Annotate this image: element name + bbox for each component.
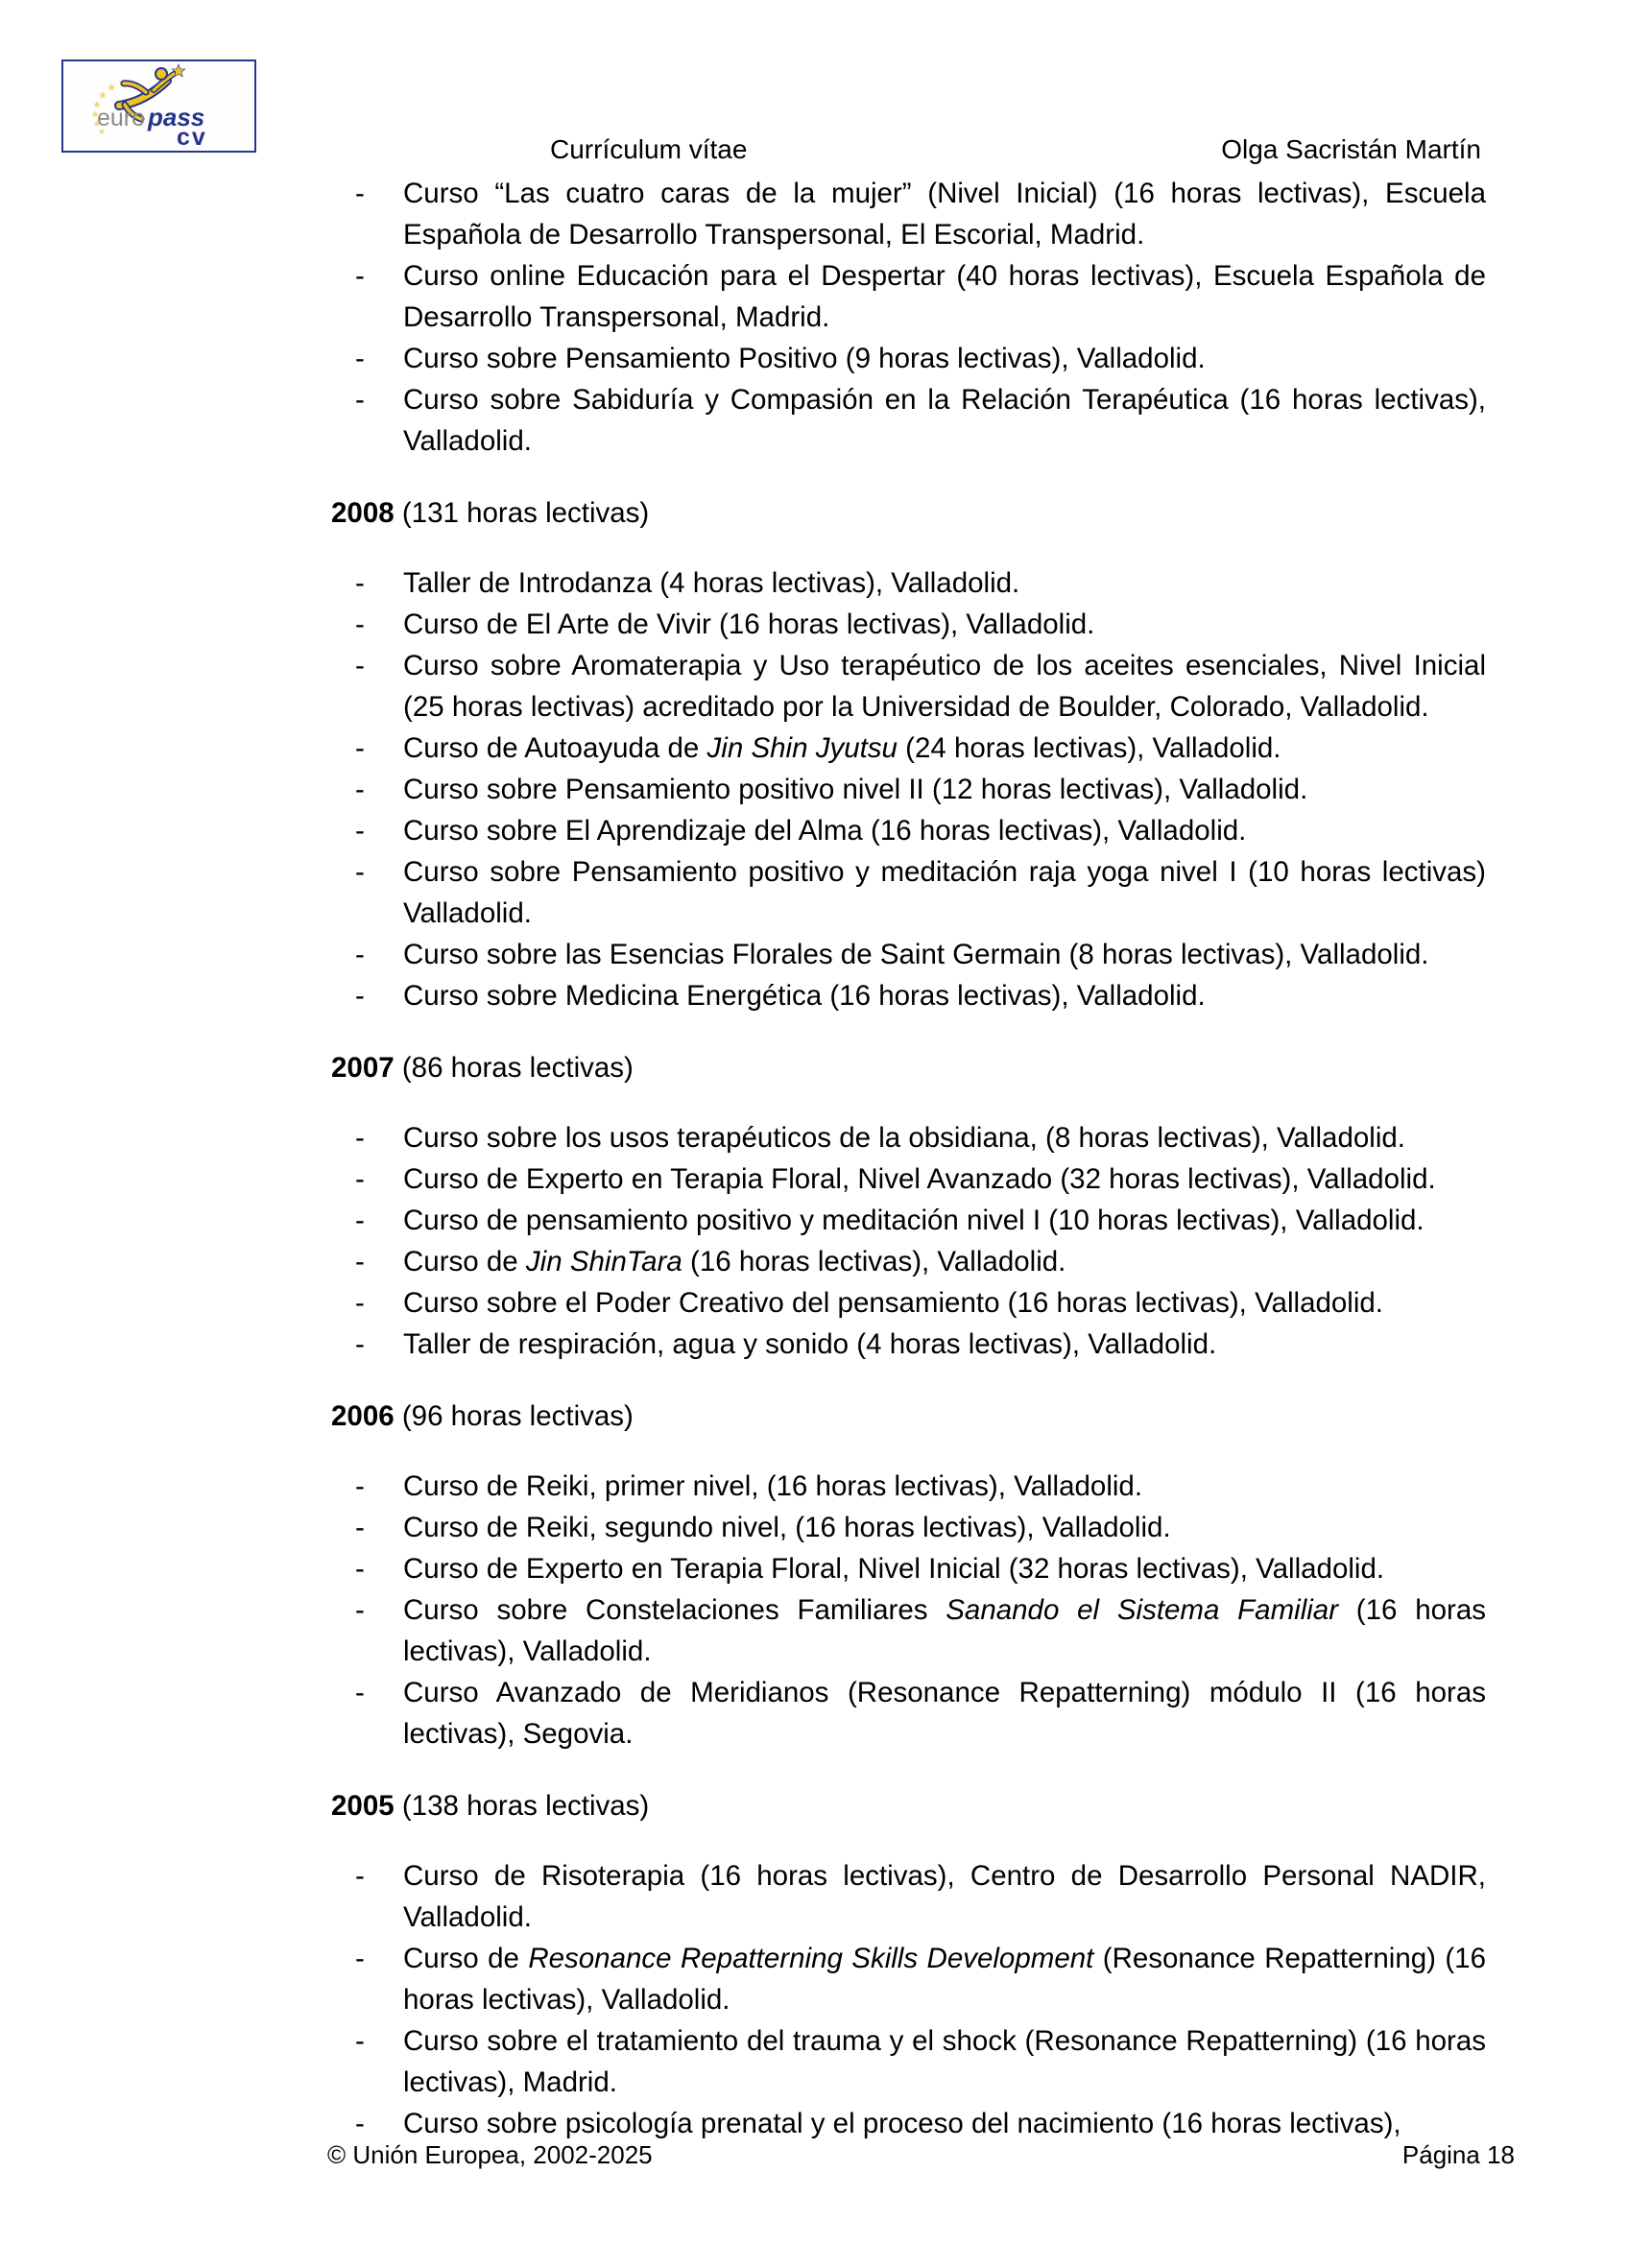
footer-copyright: © Unión Europea, 2002-2025: [327, 2140, 653, 2169]
year-hours: (138 horas lectivas): [394, 1790, 650, 1822]
course-item-text: [403, 1512, 1171, 1543]
course-item: [331, 645, 1486, 728]
course-item-run: Curso sobre El Aprendizaje del Alma (16 horas lectivas), Valladolid.: [403, 815, 1247, 847]
course-item-run: Curso de Reiki, segundo nivel, (16 horas lectivas), Valladolid.: [403, 1512, 1171, 1543]
logo-pass-text: pass: [148, 103, 205, 131]
course-item: [331, 1241, 1486, 1282]
footer: [327, 2140, 1515, 2169]
bullet-dash: -: [355, 939, 365, 970]
course-item-run: Curso sobre Sabiduría y Compasión en la Relación Terapéutica (16 horas lectivas), Valladolid.: [403, 384, 1486, 457]
author-name: Olga Sacristán Martín: [1221, 134, 1481, 164]
year-label: 2007: [331, 1052, 395, 1084]
course-item: [331, 1158, 1486, 1200]
year-label: 2008: [331, 497, 395, 529]
course-item-run: Curso sobre Pensamiento positivo y meditación raja yoga nivel I (10 horas lectivas) Valladolid.: [403, 856, 1486, 929]
course-item: [331, 1548, 1486, 1589]
course-item: [331, 604, 1486, 645]
bullet-dash: -: [355, 1122, 365, 1154]
bullet-dash: -: [355, 1860, 365, 1892]
course-item-text: [403, 1594, 1486, 1667]
course-item-run: Curso de pensamiento positivo y meditación nivel I (10 horas lectivas), Valladolid.: [403, 1205, 1425, 1236]
year-heading: [331, 1047, 1486, 1088]
course-item-run: Curso sobre Medicina Energética (16 horas lectivas), Valladolid.: [403, 980, 1206, 1012]
course-item-text: [403, 1122, 1405, 1154]
course-item-text: [403, 609, 1094, 640]
course-item: [331, 1589, 1486, 1672]
course-item-run: Curso de Experto en Terapia Floral, Nivel Avanzado (32 horas lectivas), Valladolid.: [403, 1163, 1436, 1195]
document-title: Currículum vítae: [550, 134, 748, 164]
course-item-text: [403, 2025, 1486, 2098]
course-item: [331, 173, 1486, 255]
bullet-dash: -: [355, 732, 365, 764]
course-item: [331, 1282, 1486, 1324]
year-label: 2005: [331, 1790, 395, 1822]
year-hours: (96 horas lectivas): [394, 1400, 634, 1432]
course-item: [331, 769, 1486, 810]
course-item: [331, 2103, 1486, 2144]
course-item-run: Curso de Autoayuda de: [403, 732, 707, 764]
course-item-run: Curso de El Arte de Vivir (16 horas lectivas), Valladolid.: [403, 609, 1095, 640]
course-item-run: (24 horas lectivas), Valladolid.: [897, 732, 1281, 764]
course-item-run: (16 horas lectivas), Valladolid.: [403, 1594, 1486, 1667]
bullet-dash: -: [355, 260, 365, 292]
bullet-dash: -: [355, 815, 365, 847]
bullet-dash: -: [355, 343, 365, 374]
course-item: [331, 1466, 1486, 1507]
bullet-dash: -: [355, 384, 365, 416]
course-item-run: Curso sobre los usos terapéuticos de la obsidiana, (8 horas lectivas), Valladolid.: [403, 1122, 1405, 1154]
course-item-text: [403, 980, 1206, 1012]
course-item: [331, 2020, 1486, 2103]
bullet-dash: -: [355, 1246, 365, 1277]
course-item-text: [403, 1287, 1383, 1319]
course-item-text: [403, 774, 1307, 805]
course-item-text: [403, 1677, 1486, 1750]
bullet-dash: -: [355, 178, 365, 209]
bullet-dash: -: [355, 980, 365, 1012]
course-item-text: [403, 567, 1019, 599]
course-item-text: [403, 1470, 1142, 1502]
course-item-text: [403, 1553, 1384, 1585]
course-item-text: [403, 939, 1428, 970]
logo-cv-text: cv: [177, 124, 207, 151]
course-item-run: Curso sobre el Poder Creativo del pensamiento (16 horas lectivas), Valladolid.: [403, 1287, 1384, 1319]
course-item-italic-run: Resonance Repatterning Skills Development: [528, 1943, 1094, 1974]
course-item-text: [403, 1943, 1486, 2016]
course-item-text: [403, 1246, 1065, 1277]
course-item-text: [403, 856, 1486, 929]
bullet-dash: -: [355, 1943, 365, 1974]
bullet-dash: -: [355, 567, 365, 599]
course-item: [331, 1117, 1486, 1158]
footer-page-number: Página 18: [1401, 2140, 1515, 2169]
bullet-dash: -: [355, 856, 365, 888]
course-item-text: [403, 732, 1281, 764]
course-item-run: Taller de respiración, agua y sonido (4 horas lectivas), Valladolid.: [403, 1328, 1217, 1360]
course-item-text: [403, 1205, 1425, 1236]
course-item: [331, 338, 1486, 379]
course-item: [331, 562, 1486, 604]
course-item-run: Curso de: [403, 1943, 529, 1974]
bullet-dash: -: [355, 609, 365, 640]
bullet-dash: -: [355, 1677, 365, 1708]
course-item-run: (16 horas lectivas), Valladolid.: [682, 1246, 1066, 1277]
year-hours: (86 horas lectivas): [394, 1052, 634, 1084]
course-item-run: Taller de Introdanza (4 horas lectivas), Valladolid.: [403, 567, 1020, 599]
course-sections: [331, 173, 1486, 2144]
bullet-dash: -: [355, 1328, 365, 1360]
bullet-dash: -: [355, 1470, 365, 1502]
year-heading: [331, 1396, 1486, 1437]
bullet-dash: -: [355, 2108, 365, 2139]
course-item: [331, 934, 1486, 975]
course-item: [331, 851, 1486, 934]
course-item-text: [403, 1860, 1486, 1933]
course-item-run: Curso online Educación para el Despertar (40 horas lectivas), Escuela Española de Desarrollo Transpersonal, Madrid.: [403, 260, 1486, 333]
course-item-run: Curso sobre Constelaciones Familiares: [403, 1594, 946, 1626]
course-item-run: Curso sobre psicología prenatal y el proceso del nacimiento (16 horas lectivas),: [403, 2108, 1401, 2139]
course-item-text: [403, 1328, 1216, 1360]
bullet-dash: -: [355, 2025, 365, 2057]
course-item: [331, 1672, 1486, 1755]
course-item-text: [403, 343, 1206, 374]
course-item-run: Curso de Experto en Terapia Floral, Nivel Inicial (32 horas lectivas), Valladolid.: [403, 1553, 1385, 1585]
bullet-dash: -: [355, 1512, 365, 1543]
course-item-run: Curso de: [403, 1246, 526, 1277]
course-item-run: Curso sobre Pensamiento positivo nivel II (12 horas lectivas), Valladolid.: [403, 774, 1308, 805]
course-item: [331, 379, 1486, 462]
europass-logo-graphic: [63, 61, 254, 151]
year-label: 2006: [331, 1400, 395, 1432]
bullet-dash: -: [355, 774, 365, 805]
course-item-text: [403, 2108, 1401, 2139]
course-item-run: (Resonance Repatterning) (16 horas lectivas), Valladolid.: [403, 1943, 1486, 2016]
course-item: [331, 728, 1486, 769]
course-item-run: Curso sobre Pensamiento Positivo (9 horas lectivas), Valladolid.: [403, 343, 1206, 374]
bullet-dash: -: [355, 650, 365, 681]
logo-euro-text: euro: [97, 105, 146, 131]
bullet-dash: -: [355, 1287, 365, 1319]
course-item-run: Curso sobre el tratamiento del trauma y el shock (Resonance Repatterning) (16 horas lectivas), Madrid.: [403, 2025, 1486, 2098]
course-item-text: [403, 815, 1246, 847]
course-item-run: Curso “Las cuatro caras de la mujer” (Nivel Inicial) (16 horas lectivas), Escuela Española de Desarrollo Transpersonal, El Escorial, Madrid.: [403, 178, 1486, 251]
bullet-dash: -: [355, 1594, 365, 1626]
course-item-text: [403, 178, 1486, 251]
course-item: [331, 1324, 1486, 1365]
course-item-italic-run: Jin Shin Jyutsu: [706, 732, 898, 764]
course-item-run: Curso Avanzado de Meridianos (Resonance Repatterning) módulo II (16 horas lectivas), Segovia.: [403, 1677, 1486, 1750]
bullet-dash: -: [355, 1553, 365, 1585]
course-item: [331, 1855, 1486, 1938]
course-item: [331, 1938, 1486, 2020]
course-item-run: Curso sobre Aromaterapia y Uso terapéutico de los aceites esenciales, Nivel Inicial (25 horas lectivas) acreditado por la Universidad de Boulder, Colorado, Valladolid.: [403, 650, 1486, 723]
course-item-text: [403, 1163, 1436, 1195]
course-item: [331, 810, 1486, 851]
course-item: [331, 1200, 1486, 1241]
course-item: [331, 1507, 1486, 1548]
course-item-italic-run: Sanando el Sistema Familiar: [946, 1594, 1339, 1626]
course-item: [331, 975, 1486, 1016]
year-hours: (131 horas lectivas): [394, 497, 650, 529]
course-item-run: Curso de Reiki, primer nivel, (16 horas lectivas), Valladolid.: [403, 1470, 1143, 1502]
course-item-text: [403, 650, 1486, 723]
year-heading: [331, 492, 1486, 534]
europass-logo: [61, 60, 256, 153]
course-item-run: Curso de Risoterapia (16 horas lectivas), Centro de Desarrollo Personal NADIR, Valladolid.: [403, 1860, 1486, 1933]
course-item-italic-run: Jin ShinTara: [525, 1246, 682, 1277]
course-item-run: Curso sobre las Esencias Florales de Saint Germain (8 horas lectivas), Valladolid.: [403, 939, 1429, 970]
course-item: [331, 255, 1486, 338]
year-heading: [331, 1785, 1486, 1826]
bullet-dash: -: [355, 1163, 365, 1195]
course-item-text: [403, 260, 1486, 333]
course-item-text: [403, 384, 1486, 457]
bullet-dash: -: [355, 1205, 365, 1236]
